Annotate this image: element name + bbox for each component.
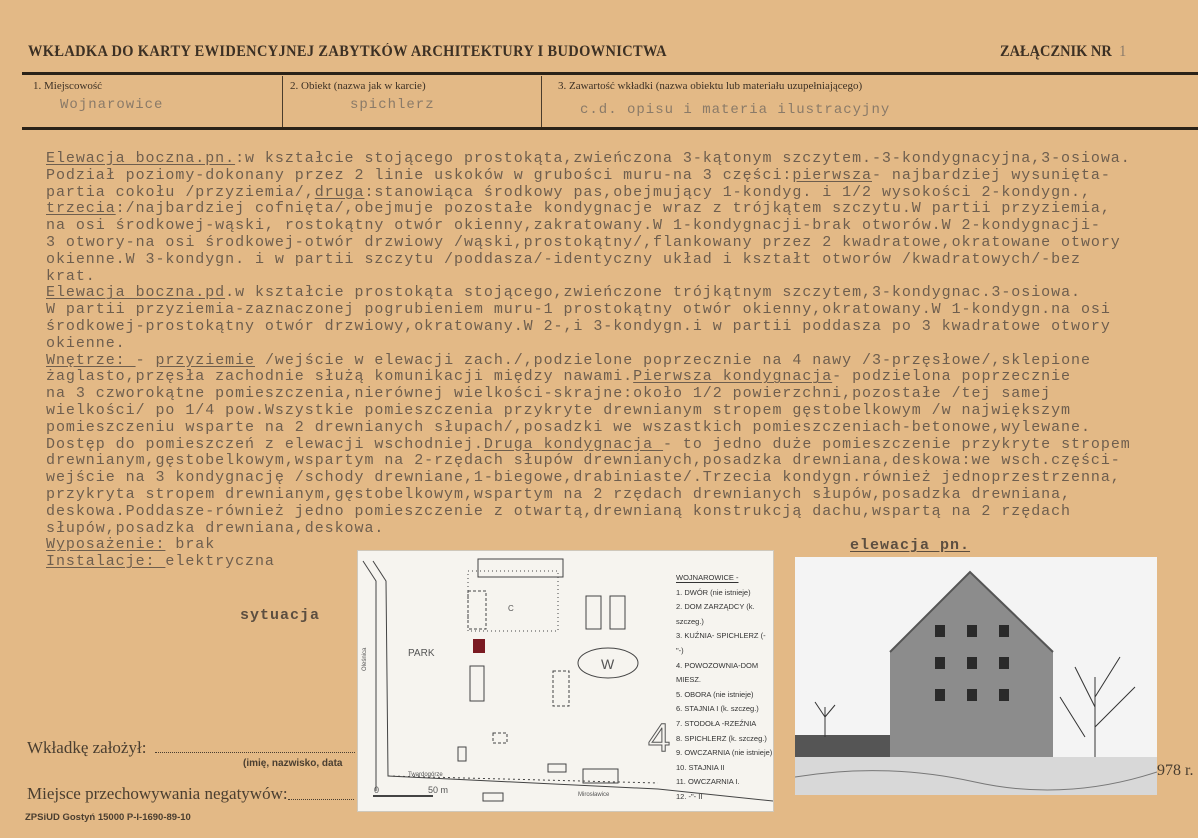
building-5 (553, 671, 569, 706)
text-segment: elektryczna (165, 553, 275, 571)
field-object-label: 2. Obiekt (nazwa jak w karcie) (290, 80, 426, 92)
text-segment: na 3 czworokątne pomieszczenia,nierównej wielkości-skrajne:około 1/2 powierzchni,pozostałe /tej samej (46, 385, 1052, 403)
text-line (46, 386, 1131, 403)
date-suffix: 978 r. (1157, 762, 1194, 779)
map-scale-zero: 0 (374, 785, 380, 795)
legend-item: 9. OWCZARNIA (nie istnieje) (676, 748, 773, 758)
text-line (46, 403, 1131, 420)
building-10 (478, 559, 563, 577)
legend-item: 11. OWCZARNIA I. (676, 777, 740, 787)
text-segment: :/najbardziej cofnięta/,obejmuje pozostałe kondygnacje wraz z trójkątem szczytu.W partii przyziemia, (115, 200, 1111, 218)
building-11 (586, 596, 601, 629)
text-segment: wielkości/ po 1/4 pow.Wszystkie pomieszczenia przykryte drewnianym stropem gęstobelkowym /w największym (46, 401, 1072, 419)
legend-item: 2. DOM ZARZĄDCY (k. szczeg.) (676, 602, 755, 626)
section-heading: Elewacja boczna.pd (46, 284, 226, 302)
text-line (46, 168, 1131, 185)
building-7 (470, 666, 484, 701)
building-8-highlight (473, 639, 485, 653)
map-scale-length: 50 m (428, 785, 449, 795)
text-segment: przykryta stropem drewnianym,gęstobelkowym,wspartym na 2 rzędach drewnianych słupów,posadzka drewniana, (46, 485, 1072, 503)
text-segment: okienne.W 3-kondygn. i w partii szczytu /poddasza/-identyczny układ i kształt otworów /kwadratowych/-bez (46, 250, 1081, 268)
legend-item: 8. SPICHLERZ (k. szczeg.) (676, 733, 767, 743)
granary-photo-drawing (795, 557, 1157, 795)
section-heading: Instalacje: (46, 553, 166, 571)
situation-caption: sytuacja (240, 607, 321, 624)
text-segment: na osi środkowej-wąski, rostokątny otwór okienny,zakratowany.W 1-kondygnacji-brak otworów.W 2-kondygnacji- (46, 217, 1101, 235)
text-line (46, 369, 1131, 386)
field-divider (541, 76, 542, 128)
text-line (46, 252, 1131, 269)
text-segment: środkowej-prostokątny otwór drzwiowy,okratowany.W 2-,i 3-kondygn.i w partii poddasza po 3 kwadratowe otwory (46, 317, 1111, 335)
text-line (46, 235, 1131, 252)
map-legend (676, 571, 773, 805)
text-line (46, 336, 1131, 353)
legend-title: WOJNAROWICE - (676, 573, 739, 582)
legend-item: 12. -"- II (676, 791, 703, 801)
text-segment: - podzielona poprzecznie (832, 368, 1072, 386)
field-divider (282, 76, 283, 128)
text-line (46, 185, 1131, 202)
elevation-caption: elewacja pn. (850, 537, 971, 554)
text-line (46, 151, 1131, 168)
map-label-court: C (508, 604, 514, 613)
text-segment: deskowa.Poddasze-również jedno pomieszczenie z otwartą,drewnianą konstrukcją dachu,wspartą na 2 rzędach (46, 502, 1072, 520)
text-line (46, 487, 1131, 504)
negatives-field[interactable] (288, 799, 354, 800)
legend-item: 3. KUŹNIA- SPICHLERZ (-"-) (676, 631, 766, 655)
elevation-photo (795, 557, 1157, 795)
map-label-park: PARK (408, 648, 435, 659)
text-segment: :w kształcie stojącego prostokąta,zwieńczona 3-kątonym szczytem.-3-kondygnacyjna,3-osiowa. (235, 150, 1131, 167)
map-sheet-number: 4 (648, 716, 671, 760)
section-heading: Wyposażenie: (46, 536, 166, 554)
text-segment: brak (165, 536, 216, 554)
legend-item: 4. POWOZOWNIA-DOM MIESZ. (676, 660, 759, 685)
text-segment: pomieszczeniu wsparte na 2 drewnianych słupach/,posadzki we wszastkich pomieszczeniach-betonowe,wylewane. (46, 418, 1091, 436)
text-line (46, 201, 1131, 218)
section-heading: Druga kondygnacja (483, 435, 664, 453)
map-label-road-west: Oleśnica (362, 647, 368, 671)
legend-item: 6. STAJNIA I (k. szczeg.) (676, 704, 759, 714)
building-2 (458, 747, 466, 761)
building-3 (483, 793, 503, 801)
text-line (46, 453, 1131, 470)
field-content-value: c.d. opisu i materia ilustracyjny (580, 102, 891, 118)
founder-hint: (imię, nazwisko, data (243, 758, 343, 769)
section-heading: pierwsza (792, 166, 872, 184)
text-segment: słupów,posadzka drewniana,deskowa. (46, 519, 385, 537)
text-segment: :stanowiąca środkowy pas,obejmujący 1-kondyg. i 1/2 wysokości 2-kondygn., (364, 183, 1091, 201)
text-line (46, 269, 1131, 286)
text-segment: 3 otwory-na osi środkowej-otwór drzwiowy /wąski,prostokątny/,flankowany przez 2 kwadratowe,okratowane otwory (46, 233, 1121, 251)
form-title: WKŁADKA DO KARTY EWIDENCYJNEJ ZABYTKÓW ARCHITEKTURY I BUDOWNICTWA (28, 43, 667, 60)
text-segment: - najbardziej wysunięta- (872, 166, 1111, 184)
text-segment: wejście na 3 kondygnację /schody drewniane,1-biegowe,drabiniaste/.Trzecia kondygn.również jednoprzestrzenna, (46, 469, 1121, 487)
text-line (46, 285, 1131, 302)
field-content-label: 3. Zawartość wkładki (nazwa obiektu lub materiału uzupełniającego) (558, 80, 863, 92)
text-line (46, 353, 1131, 370)
map-label-road-sw: Twardogórze (408, 772, 443, 778)
text-segment: Dostęp do pomieszczeń z elewacji wschodniej. (46, 435, 484, 453)
building-1 (493, 733, 507, 743)
negatives-label: Miejsce przechowywania negatywów: (27, 784, 288, 803)
legend-item: 1. DWÓR (nie istnieje) (676, 587, 751, 597)
text-segment: Podział poziomy-dokonany przez 2 linie uskoków w grubości muru-na 3 części: (46, 166, 793, 184)
legend-item: 10. STAJNIA II (676, 762, 725, 772)
fields-rule (22, 127, 1198, 130)
field-object-value: spichlerz (350, 97, 435, 113)
text-segment: okienne. (46, 334, 126, 352)
section-heading: przyziemie (155, 351, 255, 369)
map-label-road-se: Mirosławice (578, 792, 610, 798)
field-location-label: 1. Miejscowość (33, 80, 103, 92)
building-4 (548, 764, 566, 772)
text-segment: .w kształcie prostokąta stojącego,zwieńczone trójkątnym szczytem,3-kondygnac.3-osiowa. (225, 284, 1081, 302)
field-location-value: Wojnarowice (60, 97, 164, 113)
legend-item: 7. STODOŁA -RZEŹNIA (676, 718, 757, 728)
text-segment: - (135, 351, 156, 369)
legend-item: 5. OBORA (nie istnieje) (676, 689, 754, 699)
text-segment: /wejście w elewacji zach./,podzielone poprzecznie na 4 nawy /3-przęsłowe/,sklepione (255, 351, 1091, 369)
description-text (46, 151, 1131, 571)
text-line (46, 319, 1131, 336)
print-code: ZPSiUD Gostyń 15000 P-I-1690-89-10 (25, 812, 191, 823)
annex-label-text: ZAŁĄCZNIK NR (1000, 43, 1112, 60)
section-heading: Elewacja boczna.pn. (46, 150, 236, 167)
text-line (46, 302, 1131, 319)
building-12 (610, 596, 625, 629)
section-heading: druga (314, 183, 365, 201)
founder-label: Wkładkę założył: (27, 738, 147, 757)
section-heading: Wnętrze: (46, 351, 136, 369)
header-rule (22, 72, 1198, 75)
annex-number: 1 (1119, 43, 1127, 60)
founder-field[interactable] (155, 752, 355, 753)
building-9 (468, 591, 486, 629)
section-heading: Pierwsza kondygnacja (633, 368, 833, 386)
text-line (46, 504, 1131, 521)
text-segment: - to jedno duże pomieszczenie przykryte stropem (663, 435, 1131, 453)
text-line (46, 470, 1131, 487)
map-label-pond: W (601, 656, 615, 672)
text-line (46, 521, 1131, 538)
section-heading: trzecia (46, 200, 116, 218)
text-segment: W partii przyziemia-zaznaczonej pogrubieniem muru-1 prostokątny otwór okienny,okratowany.W 1-kondygn.na osi (46, 301, 1111, 319)
text-segment: partia cokołu /przyziemia/, (46, 183, 315, 201)
annex-label (1000, 43, 1126, 61)
text-segment: krat. (46, 267, 96, 285)
text-line (46, 218, 1131, 235)
text-line (46, 420, 1131, 437)
text-segment: drewnianym,gęstobelkowym,wspartym na 2-rzędach słupów drewnianych,posadzka drewniana,deskowa:we wsch.części- (46, 452, 1121, 470)
text-line (46, 437, 1131, 454)
text-segment: żaglasto,przęsła zachodnie służą komunikacji między nawami. (46, 368, 634, 386)
site-plan-map (357, 550, 774, 812)
